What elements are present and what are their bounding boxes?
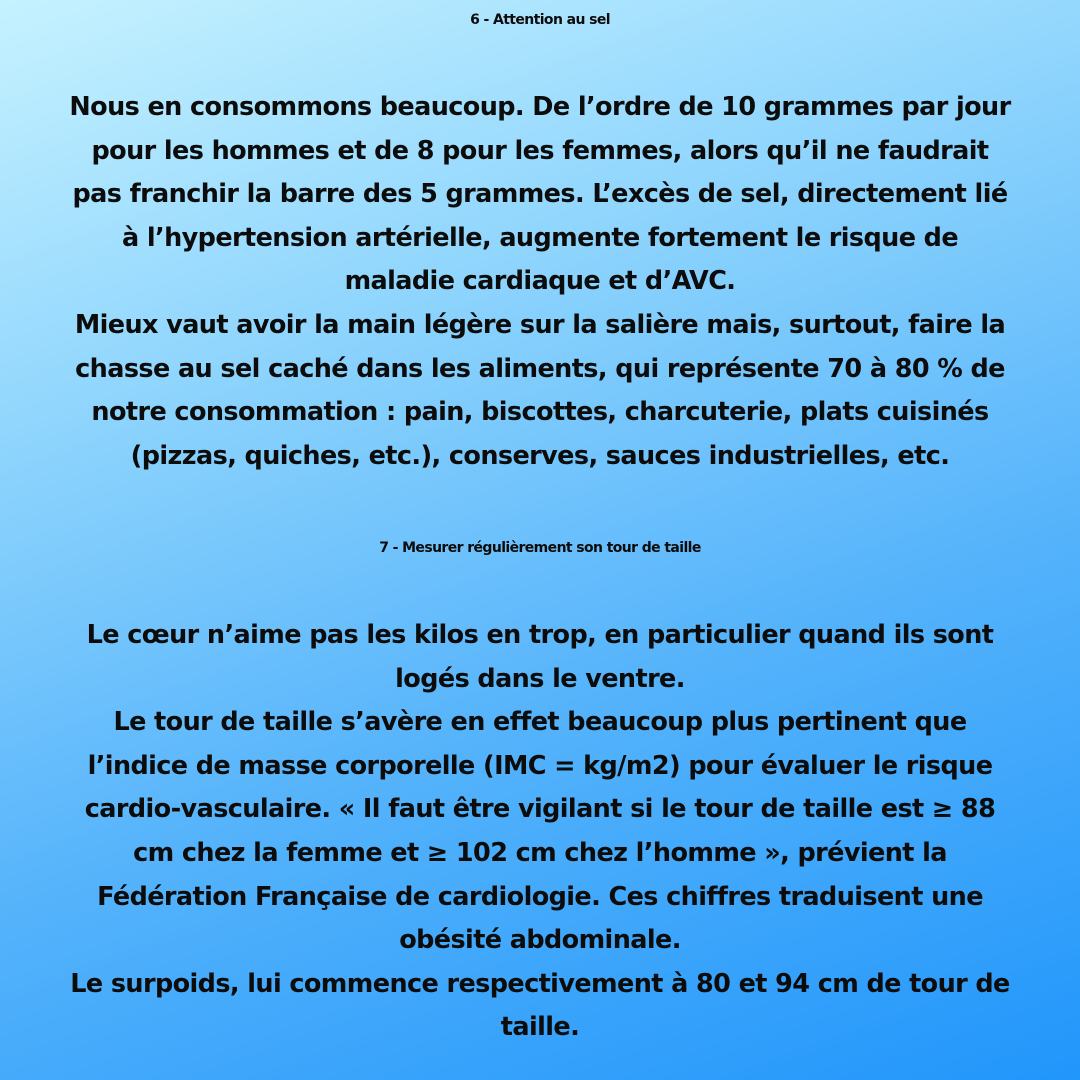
section-body-waist	[4, 614, 1076, 1050]
text-line: pas franchir la barre des 5 grammes. L’excès de sel, directement lié	[72, 179, 1008, 210]
text-line: pour les hommes et de 8 pour les femmes, alors qu’il ne faudrait	[91, 135, 989, 166]
text-line: l’indice de masse corporelle (IMC = kg/m2) pour évaluer le risque	[87, 750, 993, 781]
text-line: Mieux vaut avoir la main légère sur la salière mais, surtout, faire la	[74, 309, 1006, 340]
text-line: Le cœur n’aime pas les kilos en trop, en particulier quand ils sont	[86, 620, 994, 650]
section-heading-waist: 7 - Mesurer régulièrement son tour de taille	[379, 540, 701, 556]
text-line: cm chez la femme et ≥ 102 cm chez l’homme », prévient la	[133, 837, 947, 868]
text-line: maladie cardiaque et d’AVC.	[344, 266, 736, 297]
text-line: chasse au sel caché dans les aliments, qui représente 70 à 80 % de	[75, 353, 1005, 384]
text-line: cardio-vasculaire. « Il faut être vigilant si le tour de taille est ≥ 88	[84, 794, 996, 825]
text-line: taille.	[500, 1012, 580, 1043]
text-line: Le surpoids, lui commence respectivement à 80 et 94 cm de tour de	[70, 968, 1010, 999]
section-body-salt	[4, 86, 1076, 478]
text-line: à l’hypertension artérielle, augmente fortement le risque de	[121, 222, 959, 253]
text-line: Fédération Française de cardiologie. Ces chiffres traduisent une	[97, 881, 983, 912]
text-line: notre consommation : pain, biscottes, charcuterie, plats cuisinés	[91, 397, 989, 428]
text-line: (pizzas, quiches, etc.), conserves, sauces industrielles, etc.	[130, 440, 950, 471]
section-heading-salt: 6 - Attention au sel	[470, 12, 610, 28]
text-line: obésité abdominale.	[399, 925, 681, 956]
text-line: Nous en consommons beaucoup. De l’ordre de 10 grammes par jour	[69, 92, 1011, 122]
text-line: logés dans le ventre.	[395, 663, 685, 694]
text-line: Le tour de taille s’avère en effet beaucoup plus pertinent que	[113, 707, 967, 738]
